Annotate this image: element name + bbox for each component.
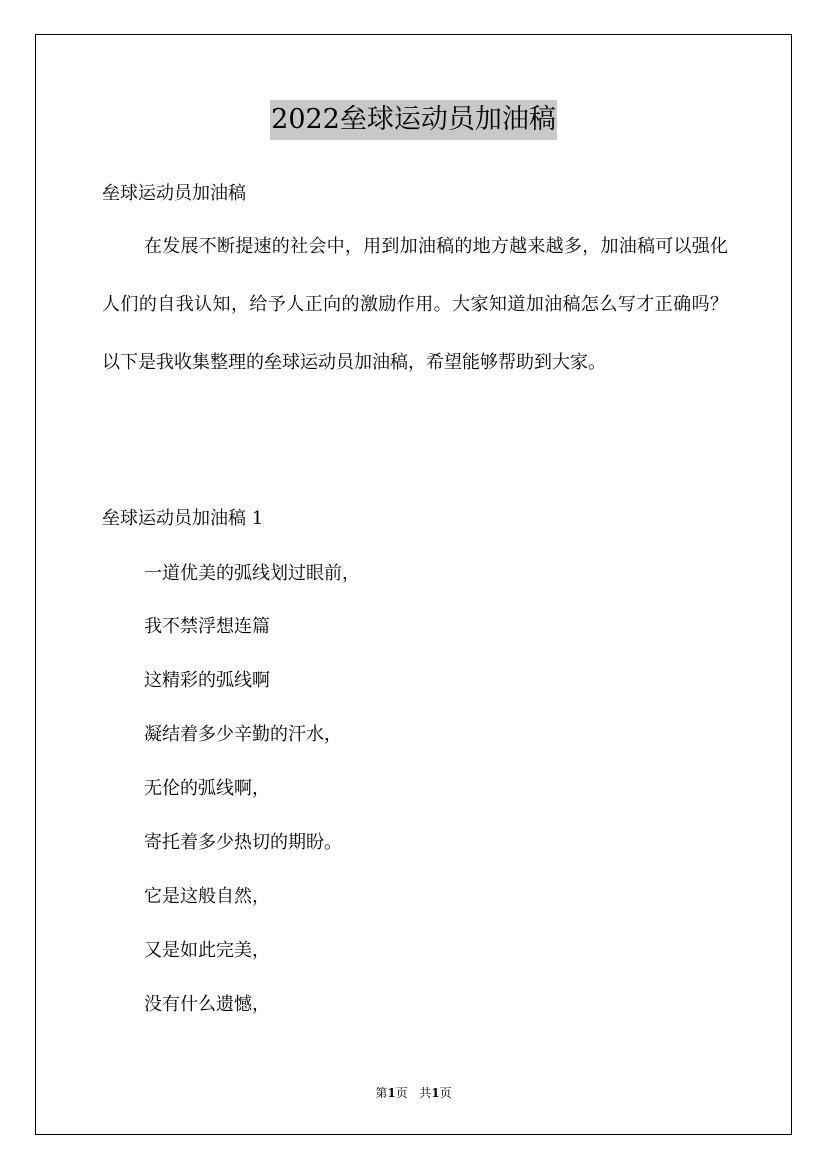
poem-line: 我不禁浮想连篇 xyxy=(144,616,270,637)
footer-total-suffix: 页 xyxy=(439,1086,452,1100)
page-footer xyxy=(0,1084,827,1102)
section-heading: 垒球运动员加油稿 1 xyxy=(102,508,264,529)
document-title: 2022垒球运动员加油稿 xyxy=(270,100,557,140)
poem-line: 这精彩的弧线啊 xyxy=(144,670,270,691)
footer-total-pages: 1 xyxy=(431,1086,440,1100)
footer-page-prefix: 第 xyxy=(375,1086,388,1100)
footer-page-number: 1 xyxy=(387,1086,396,1100)
poem-line: 又是如此完美， xyxy=(144,940,270,961)
poem-line: 它是这般自然， xyxy=(144,886,270,907)
poem-line: 寄托着多少热切的期盼。 xyxy=(144,832,342,853)
poem-line: 一道优美的弧线划过眼前， xyxy=(144,563,360,584)
subtitle: 垒球运动员加油稿 xyxy=(102,183,246,204)
poem-line: 凝结着多少辛勤的汗水， xyxy=(144,724,342,745)
footer-total-prefix: 共 xyxy=(419,1086,432,1100)
poem-line: 无伦的弧线啊， xyxy=(144,778,270,799)
footer-page-suffix: 页 xyxy=(395,1086,408,1100)
title-container xyxy=(0,100,827,140)
poem-line: 没有什么遗憾， xyxy=(144,994,270,1015)
intro-paragraph: 在发展不断提速的社会中，用到加油稿的地方越来越多，加油稿可以强化人们的自我认知，给予人正向的激励作用。大家知道加油稿怎么写才正确吗？以下是我收集整理的垒球运动员加油稿，希望能够帮助到大家。 xyxy=(102,236,728,373)
